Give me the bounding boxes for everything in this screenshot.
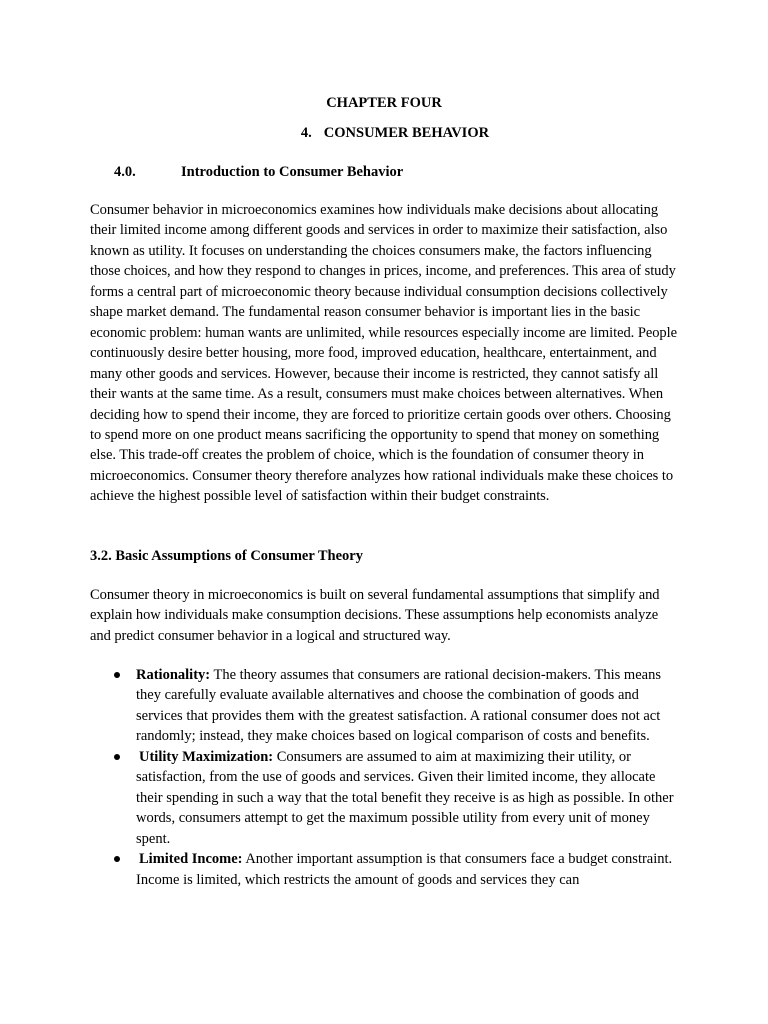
chapter-heading-text: CONSUMER BEHAVIOR <box>323 125 490 141</box>
assumptions-intro-paragraph: Consumer theory in microeconomics is built on several fundamental assumptions that simplify and explain how individuals make consumption decisions. These assumptions help economists analyze and predict consumer behavior in a logical and structured way. <box>90 587 660 644</box>
chapter-heading <box>0 123 768 143</box>
chapter-title: CHAPTER FOUR <box>326 95 442 111</box>
assumption-text: The theory assumes that consumers are rational decision-makers. This means they carefully evaluate available alternatives and choose the combination of goods and services that provides them with the greatest satisfaction. A rational consumer does not act randomly; instead, they make choices based on logical comparison of costs and benefits. <box>136 667 661 745</box>
bullet-icon <box>114 856 120 862</box>
assumption-text: Another important assumption is that consumers face a budget constraint. Income is limited, which restricts the amount of goods and services they can <box>136 851 673 888</box>
section-heading <box>114 162 403 182</box>
section-title: Introduction to Consumer Behavior <box>181 164 404 180</box>
assumption-term: Utility Maximization: <box>139 748 274 765</box>
chapter-number: 4. <box>300 125 312 141</box>
bullet-icon <box>114 672 120 678</box>
list-item <box>0 849 676 890</box>
section-number: 4.0. <box>114 164 136 180</box>
list-item <box>0 747 676 849</box>
intro-paragraph: Consumer behavior in microeconomics examines how individuals make decisions about allocating their limited income among different goods and services in order to maximize their satisfaction, also known as utility. It focuses on understanding the choices consumers make, the factors influencing those choices, and how they respond to changes in prices, income, and preferences. This area of study forms a central part of microeconomic theory because individual consumption decisions collectively shape market demand. The fundamental reason consumer behavior is important lies in the basic economic problem: human wants are unlimited, while resources especially income are limited. People continuously desire better housing, more food, improved education, healthcare, entertainment, and many other goods and services. However, because their income is restricted, they cannot satisfy all their wants at the same time. As a result, consumers must make choices between alternatives. When deciding how to spend their income, they are forced to prioritize certain goods over others. Choosing to spend more on one product means sacrificing the opportunity to spend that money on something else. This trade-off creates the problem of choice, which is the foundation of consumer theory in microeconomics. Consumer theory therefore analyzes how rational individuals make these choices to achieve the highest possible level of satisfaction within their budget constraints. <box>90 202 677 505</box>
assumption-term: Rationality: <box>136 667 211 683</box>
assumption-text: Consumers are assumed to aim at maximizing their utility, or satisfaction, from the use of goods and services. Given their limited income, they allocate their spending in such a way that the total benefit they receive is as high as possible. In other words, consumers attempt to get the maximum possible utility from every unit of money spent. <box>136 748 674 847</box>
list-item <box>0 665 676 747</box>
assumption-term: Limited Income: <box>139 851 243 868</box>
assumptions-list <box>0 665 768 890</box>
bullet-icon <box>114 754 120 760</box>
assumptions-heading: 3.2. Basic Assumptions of Consumer Theory <box>90 548 363 564</box>
